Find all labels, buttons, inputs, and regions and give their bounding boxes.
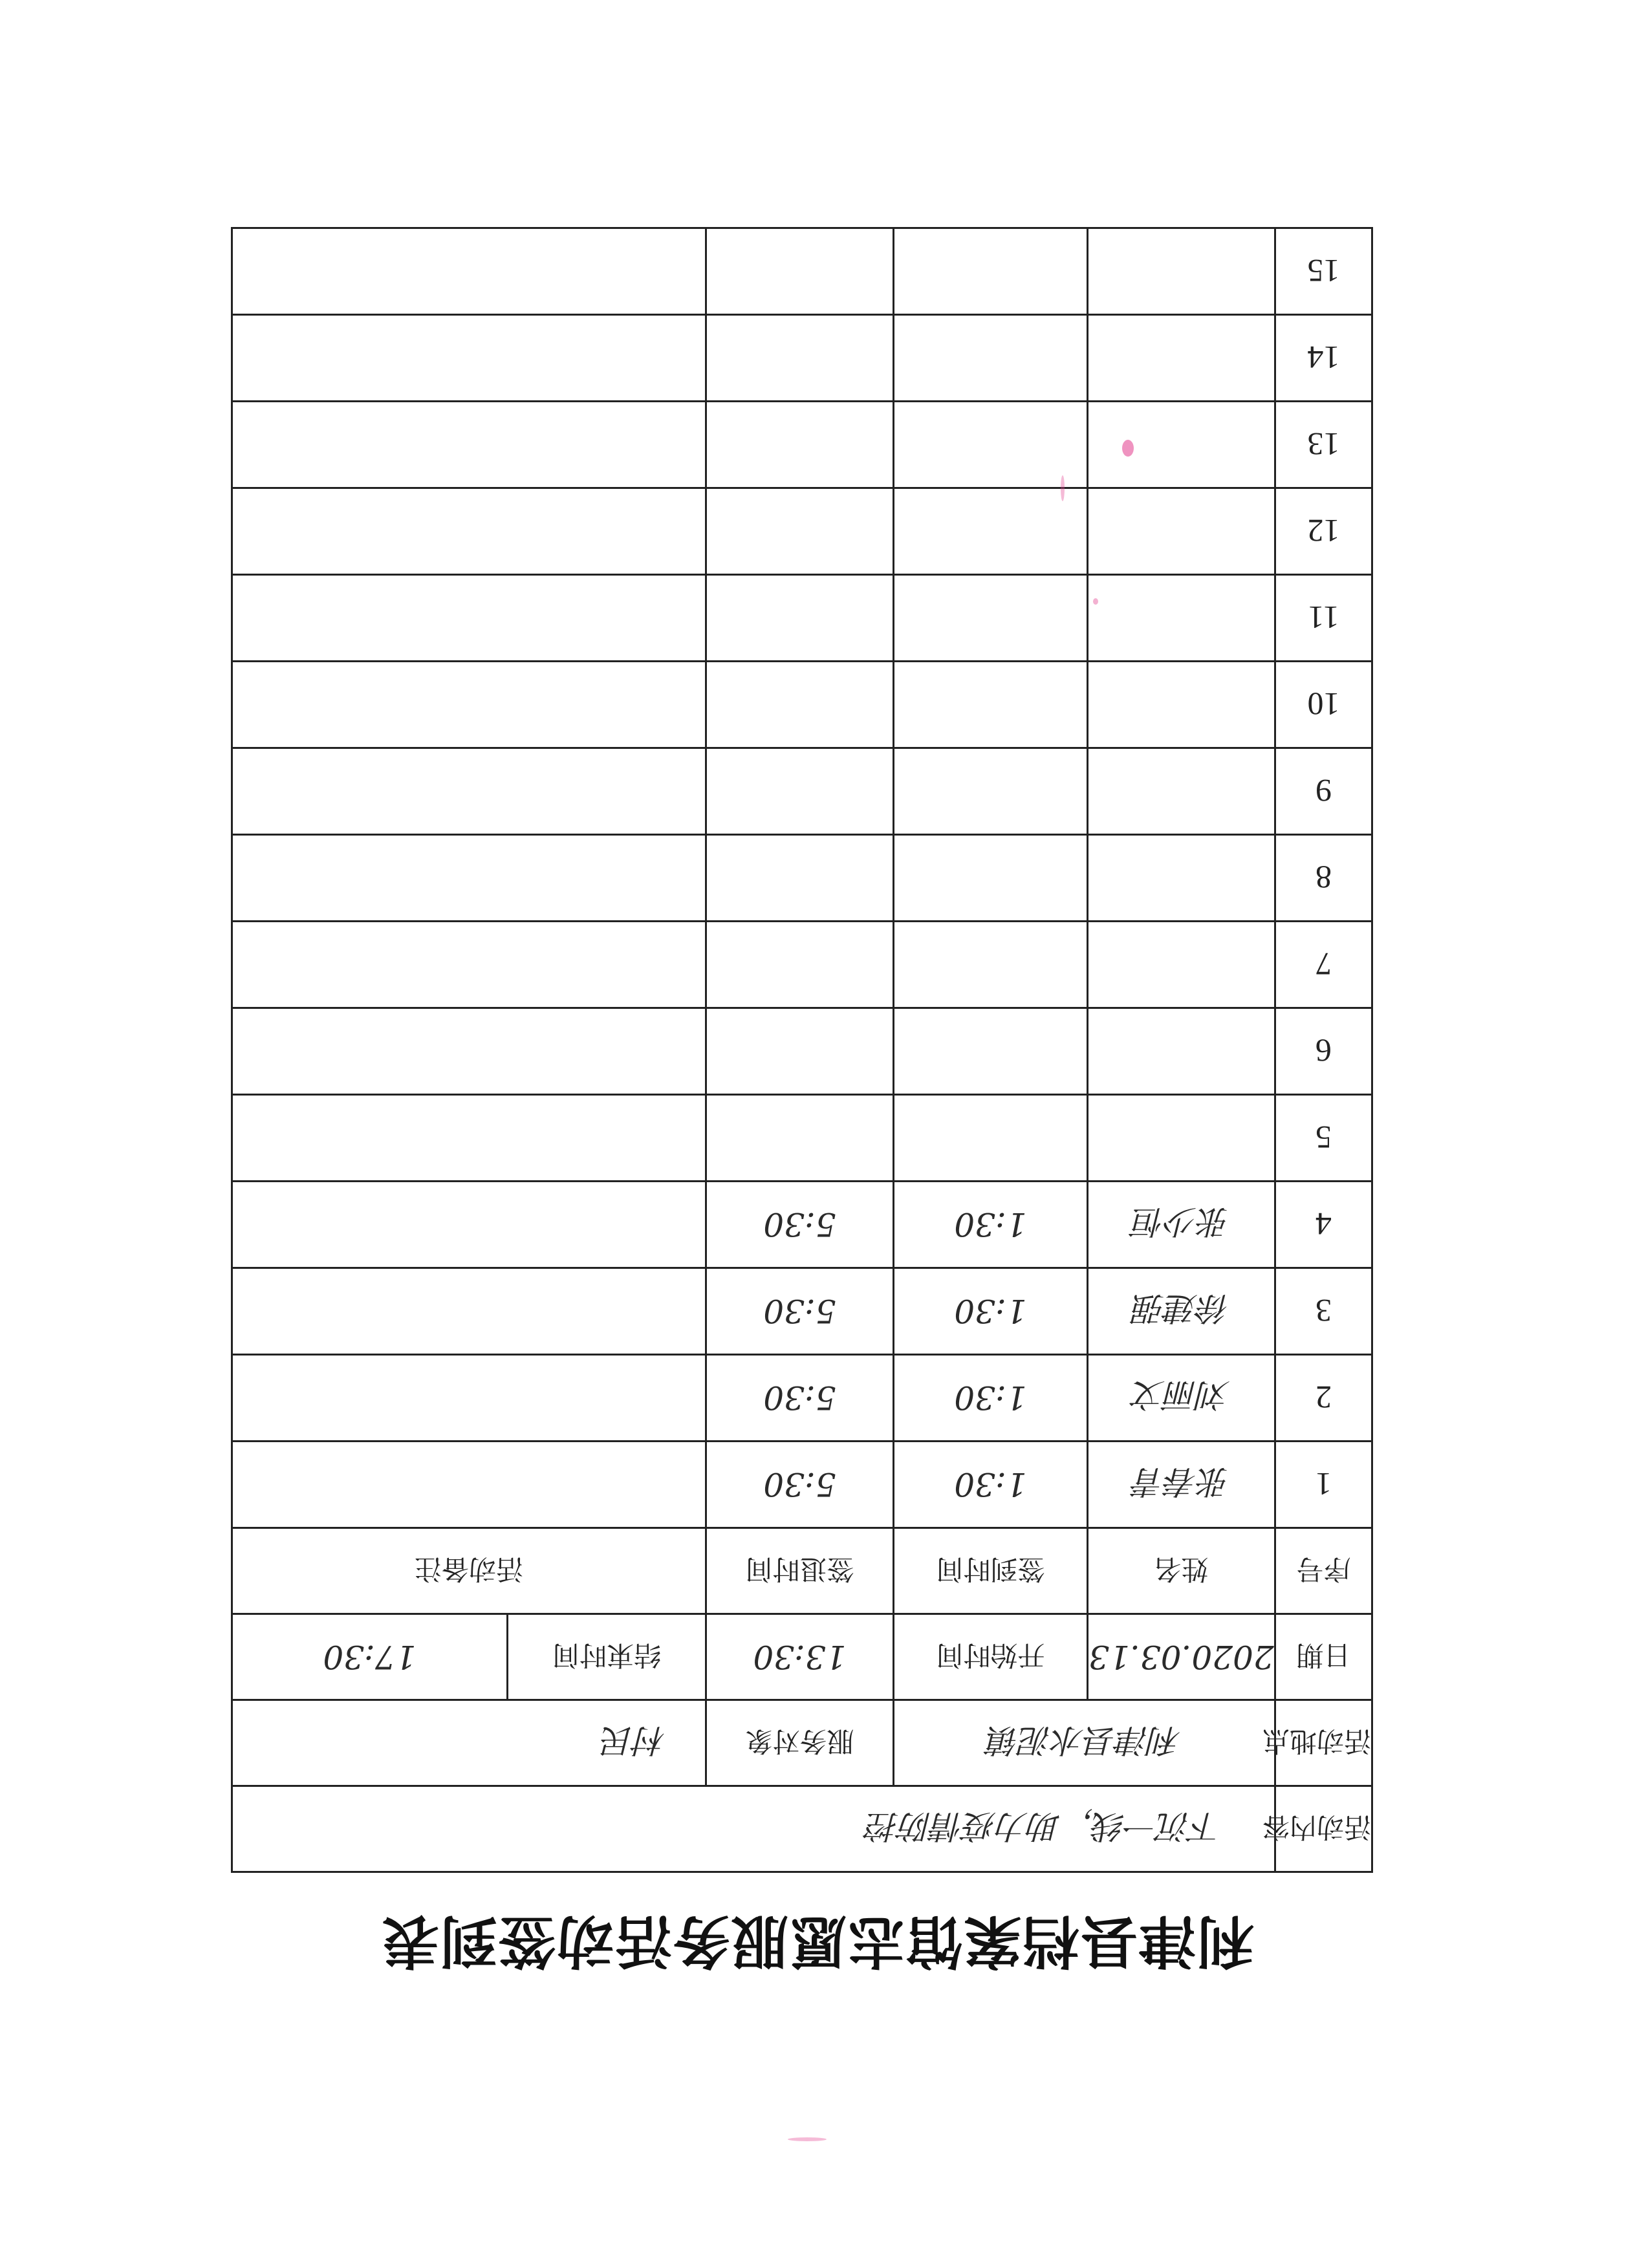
row-name bbox=[1088, 1008, 1275, 1095]
row-name: 徐建强 bbox=[1088, 1268, 1275, 1355]
row-sign-out: 5:30 bbox=[706, 1182, 894, 1268]
row-sign-out bbox=[706, 922, 894, 1008]
row-note bbox=[232, 1182, 706, 1268]
row-note bbox=[232, 402, 706, 488]
row-sign-out: 5:30 bbox=[706, 1268, 894, 1355]
row-note bbox=[232, 1095, 706, 1182]
row-note bbox=[232, 1268, 706, 1355]
row-sign-out bbox=[706, 835, 894, 922]
header-sign-out: 签退时间 bbox=[706, 1528, 894, 1614]
table-row bbox=[232, 835, 1372, 922]
row-sign-in bbox=[894, 1008, 1088, 1095]
ink-smudge bbox=[1122, 440, 1134, 457]
row-name bbox=[1088, 315, 1275, 402]
row-note bbox=[232, 662, 706, 748]
header-note: 活动备注 bbox=[232, 1528, 706, 1614]
location-label: 活动地点 bbox=[1275, 1700, 1372, 1786]
row-sign-out bbox=[706, 1095, 894, 1182]
row-name bbox=[1088, 228, 1275, 315]
start-label: 开始时间 bbox=[894, 1614, 1088, 1700]
end-label: 结束时间 bbox=[508, 1614, 706, 1700]
row-no: 11 bbox=[1275, 575, 1372, 662]
row-name bbox=[1088, 575, 1275, 662]
page-title: 利津县档案馆志愿服务活动签到表 bbox=[381, 1908, 1255, 1975]
row-no: 8 bbox=[1275, 835, 1372, 922]
row-name bbox=[1088, 402, 1275, 488]
row-note bbox=[232, 1355, 706, 1442]
row-name bbox=[1088, 488, 1275, 575]
start-value: 13:30 bbox=[706, 1614, 894, 1700]
table-row bbox=[232, 228, 1372, 315]
table-row bbox=[232, 575, 1372, 662]
date-label: 日期 bbox=[1275, 1614, 1372, 1700]
row-no: 15 bbox=[1275, 228, 1372, 315]
table-row bbox=[232, 1268, 1372, 1355]
location-value: 利津县水泥镇 bbox=[894, 1700, 1275, 1786]
row-name: 刘丽文 bbox=[1088, 1355, 1275, 1442]
row-no: 2 bbox=[1275, 1355, 1372, 1442]
row-note bbox=[232, 748, 706, 835]
row-sign-in bbox=[894, 488, 1088, 575]
row-note bbox=[232, 835, 706, 922]
date-value: 2020.03.13 bbox=[1088, 1614, 1275, 1700]
row-no: 9 bbox=[1275, 748, 1372, 835]
row-no: 14 bbox=[1275, 315, 1372, 402]
row-sign-out bbox=[706, 315, 894, 402]
row-name: 张春青 bbox=[1088, 1442, 1275, 1528]
row-note bbox=[232, 575, 706, 662]
row-name bbox=[1088, 835, 1275, 922]
sign-in-form bbox=[231, 227, 1373, 1873]
row-sign-out: 5:30 bbox=[706, 1442, 894, 1528]
row-activity-content bbox=[232, 1786, 1372, 1872]
row-sign-in: 1:30 bbox=[894, 1182, 1088, 1268]
content-label: 活动内容 bbox=[1275, 1786, 1372, 1872]
row-sign-in: 1:30 bbox=[894, 1268, 1088, 1355]
row-name bbox=[1088, 922, 1275, 1008]
table-row bbox=[232, 315, 1372, 402]
row-note bbox=[232, 1442, 706, 1528]
table-row bbox=[232, 488, 1372, 575]
row-no: 7 bbox=[1275, 922, 1372, 1008]
header-sign-in: 签到时间 bbox=[894, 1528, 1088, 1614]
row-sign-out: 5:30 bbox=[706, 1355, 894, 1442]
sign-rows bbox=[232, 228, 1372, 1528]
row-no: 5 bbox=[1275, 1095, 1372, 1182]
table-row bbox=[232, 1442, 1372, 1528]
sign-table-header bbox=[232, 1528, 1372, 1614]
row-sign-in: 1:30 bbox=[894, 1442, 1088, 1528]
row-note bbox=[232, 922, 706, 1008]
row-note bbox=[232, 228, 706, 315]
row-no: 10 bbox=[1275, 662, 1372, 748]
ink-smudge bbox=[788, 2137, 827, 2141]
row-sign-in bbox=[894, 228, 1088, 315]
table-row bbox=[232, 662, 1372, 748]
header-name: 姓名 bbox=[1088, 1528, 1275, 1614]
target-value: 村民 bbox=[232, 1700, 706, 1786]
row-sign-out bbox=[706, 748, 894, 835]
target-label: 服务对象 bbox=[706, 1700, 894, 1786]
row-location bbox=[232, 1700, 1372, 1786]
row-sign-in bbox=[894, 402, 1088, 488]
table-row bbox=[232, 1008, 1372, 1095]
row-note bbox=[232, 1008, 706, 1095]
header-no: 序号 bbox=[1275, 1528, 1372, 1614]
row-name bbox=[1088, 1095, 1275, 1182]
row-sign-out bbox=[706, 228, 894, 315]
row-sign-out bbox=[706, 402, 894, 488]
row-note bbox=[232, 488, 706, 575]
table-row bbox=[232, 1182, 1372, 1268]
row-name bbox=[1088, 662, 1275, 748]
row-sign-in bbox=[894, 315, 1088, 402]
row-note bbox=[232, 315, 706, 402]
row-sign-in bbox=[894, 1095, 1088, 1182]
row-sign-out bbox=[706, 1008, 894, 1095]
end-value: 17:30 bbox=[232, 1614, 508, 1700]
row-no: 3 bbox=[1275, 1268, 1372, 1355]
row-sign-out bbox=[706, 575, 894, 662]
row-date-time bbox=[232, 1614, 1372, 1700]
row-no: 13 bbox=[1275, 402, 1372, 488]
ink-smudge bbox=[1061, 475, 1065, 501]
ink-smudge bbox=[1093, 598, 1098, 605]
row-sign-in bbox=[894, 922, 1088, 1008]
row-sign-out bbox=[706, 488, 894, 575]
row-sign-in bbox=[894, 662, 1088, 748]
content-value: 下沉一线，助力疫情防控 bbox=[232, 1786, 1275, 1872]
row-no: 4 bbox=[1275, 1182, 1372, 1268]
table-row bbox=[232, 1095, 1372, 1182]
row-no: 12 bbox=[1275, 488, 1372, 575]
row-sign-in bbox=[894, 835, 1088, 922]
row-name bbox=[1088, 748, 1275, 835]
table-row bbox=[232, 748, 1372, 835]
row-sign-out bbox=[706, 662, 894, 748]
row-name: 张少恒 bbox=[1088, 1182, 1275, 1268]
table-row bbox=[232, 1355, 1372, 1442]
table-row bbox=[232, 922, 1372, 1008]
row-no: 6 bbox=[1275, 1008, 1372, 1095]
row-sign-in bbox=[894, 748, 1088, 835]
row-sign-in: 1:30 bbox=[894, 1355, 1088, 1442]
row-no: 1 bbox=[1275, 1442, 1372, 1528]
table-row bbox=[232, 402, 1372, 488]
row-sign-in bbox=[894, 575, 1088, 662]
